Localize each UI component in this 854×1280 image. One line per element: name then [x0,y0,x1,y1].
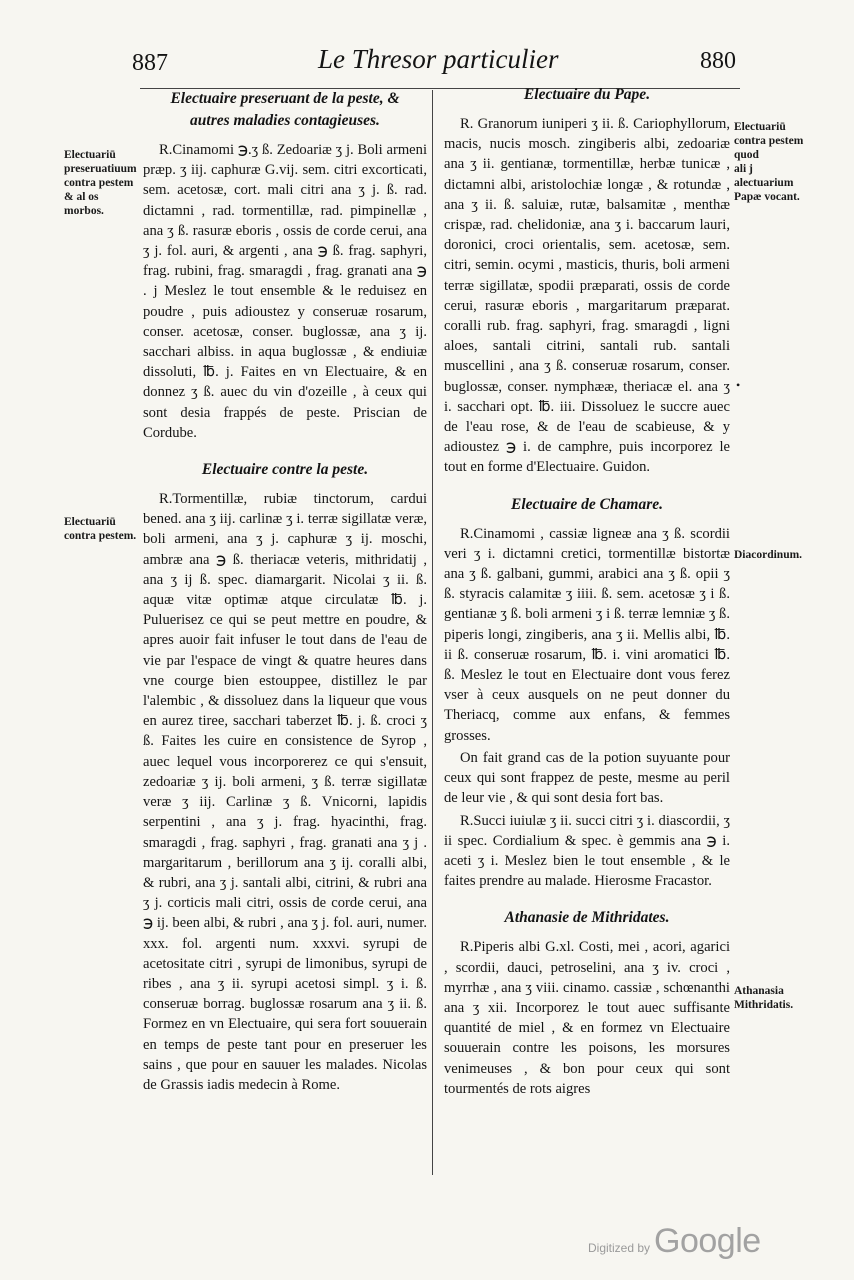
page-number-right: 880 [700,48,736,74]
running-title: Le Thresor particulier [318,44,559,74]
recipe-paragraph: R. Granorum iuniperi ʒ ii. ß. Cariophyllorum, macis, nucis mosch. zingiberis albi, zedoariæ ana ʒ ii. gentianæ, tormentillæ, herbæ tunicæ , dictamni albi, aristolochiæ longæ , & rotundæ , ana ʒ ii. ß. saluiæ, rutæ, balsamitæ , menthæ crispæ, rad. chelidoniæ, ana ʒ i. baccarum lauri, doronici, croci orientalis, sem. acetosæ, sem. citri, semin. ocymi , masticis, thuris, boli armeni terræ sigillatæ, spodii præparati, ossis de corde cerui, rasuræ eboris , margaritarum præparat. coralli rub. frag. saphyri, frag. smaragdi , ligni aloes, santali citrini, santali rub. santali muscellini , ana ʒ ß. conseruæ rosarum, conser. buglossæ, conser. nymphææ, theriacæ el. ana ʒ i. sacchari opt. ℔. iii. Dissoluez le succre auec de l'eau rose, & de l'eau de scabieuse, & y adioustez ℈ i. de camphre, puis incorporez le tout en forme d'Electuaire. Guidon. [444,116,730,476]
section-title-line: autres maladies contagieuses. [190,112,380,129]
section-title-pape [444,84,730,106]
google-logo-text: Google [654,1222,761,1260]
margin-note-left-1: Electuariū preseruatiuum contra pestem & al os morbos. [64,149,137,217]
recipe-paragraph: R.Cinamomi ℈.ʒ ß. Zedoariæ ʒ j. Boli armeni præp. ʒ iij. caphuræ G.vij. sem. citri excorticati, sem. acetosæ, cort. mali citri ana ʒ j. ß. rad. dictamni , rad. tormentillæ, rad. pimpinellæ , ana ʒ ß. rasuræ eboris , ossis de corde cerui, ana ʒ j. fol. auri, & argenti , ana ℈ ß. frag. saphyri, frag. rubini, frag. smaragdi , frag. granati ana ℈ . j Meslez le tout ensemble & le reduisez en poudre , puis adioustez y conseruæ rosarum, conser. acetosæ, conser. buglossæ, ana ʒ ij. sacchari albiss. in aqua buglossæ , & endiuiæ dissoluti, ℔. j. Faites en vn Electuaire, & en donnez ʒ ß. auec du vin d'ozeille , à ceux qui sont desia frappés de peste. Priscian de Cordube. [143,142,427,441]
right-column [444,84,730,1099]
section-title-chamare [444,494,730,516]
recipe-paragraph: On fait grand cas de la potion suyuante pour ceux qui sont frappez de peste, mesme au peril de leur vie , & qui sont desia fort bas. [444,749,730,807]
section-title-line: Electuaire du Pape. [523,86,651,103]
left-column [143,88,427,1095]
recipe-paragraph: R.Cinamomi , cassiæ ligneæ ana ʒ ß. scordii veri ʒ i. dictamni cretici, tormentillæ bistortæ ana ʒ ß. galbani, gummi, arabici ana ʒ ß. opii ʒ ß. styracis calamitæ ʒ iiii. ß. sem. acetosæ ʒ i ß. gentianæ ʒ ß. boli armeni ʒ i ß. terræ lemniæ ʒ ß. piperis longi, zingiberis, ana ʒ ii. Mellis albi, ℔. ii ß. conseruæ rosarum, ℔. i. vini aromatici ℔. ß. Meslez le tout en Electuaire dont vous ferez vser à ceux ausquels on ne peut donner du Theriacq, comme aux enfans, & femmes grosses. [444,525,730,744]
margin-mark-dot: • [736,378,741,392]
digitized-by-label: Digitized by [588,1241,651,1255]
margin-note-right-1: Electuariū contra pestem quod ali j alectuarium Papæ vocant. [734,121,804,203]
section-title-contre-peste [143,459,427,481]
recipe-paragraph: R.Piperis albi G.xl. Costi, mei , acori, agarici , scordii, dauci, petroselini, ana ʒ iv. croci , myrrhæ , ana ʒ viii. cinamo. cassiæ , schœnanthi ana ʒ xii. Incorporez le tout auec suffisante quantité de miel , & en formez vn Electuaire souuerain contre les poisons, les morsures venimeuses , & bon pour ceux qui sont tourmentés de rots aigres [444,939,730,1097]
page-number-left: 887 [132,50,168,76]
section-title-athanasie [444,907,730,929]
recipe-paragraph: R.Succi iuiulæ ʒ ii. succi citri ʒ i. diascordii, ʒ ii spec. Cordialium & spec. è gemmis ana ℈ i. aceti ʒ i. Meslez bien le tout ensemble , & le faites prendre au malade. Hierosme Fracastor. [444,812,730,890]
section-title-preseruant [143,88,427,132]
margin-note-left-2: Electuariū contra pestem. [64,516,137,542]
section-title-line: Electuaire contre la peste. [201,461,369,479]
margin-note-right-2: Diacordinum. [734,549,803,561]
google-watermark [588,1222,761,1261]
section-title-line: Athanasie de Mithridates. [504,909,670,927]
section-title-line: Electuaire preseruant de la peste, & [170,90,400,107]
margin-note-right-3: Athanasia Mithridatis. [734,985,794,1011]
recipe-paragraph: R.Tormentillæ, rubiæ tinctorum, cardui bened. ana ʒ iij. carlinæ ʒ i. terræ sigillatæ veræ, boli armeni, ana ʒ j. caphuræ ʒ ij. moschi, ambræ ana ℈ ß. theriacæ veteris, mithridatij , ana ʒ ij ß. spec. diamargarit. Nicolai ʒ ii. ß. aquæ vitæ optimæ atque circulatæ ℔. j. Puluerisez ce qui se peut mettre en poudre, & apres auoir fait infuser le tout dans de l'eau de vie par l'espace de vingt & quatre heures dans vne courge bien estouppee, distillez le par l'alembic , & dissoluez dans la liqueur que vous en aurez tiree, sacchari taberzet ℔. j. ß. croci ʒ ß. Faites les cuire en consistence de Syrop , auec lequel vous incorporerez ce qui s'ensuit, zedoariæ ʒ ij. boli armeni, ʒ ß. terræ sigillatæ veræ ʒ iij. Carlinæ ʒ ß. Vnicorni, lapidis serpentini , ana ʒ j. frag. hyacinthi, frag. smaragdi , frag. saphyri , frag. granati ana ʒ j . margaritarum , berillorum ana ʒ ij. coralli albi, & rubri, ana ʒ j. santali albi, citrini, & rubri ana ʒ j. corticis mali citri, ossis de corde cerui, ana ℈ ij. been albi, & rubri , ana ʒ j. fol. auri, numer. xxx. fol. argenti num. xxxvi. syrupi de acetositate citri , syrupi de limonibus, syrupi de ribes , ana ʒ ii. syrupi acetosi simpl. ʒ i. ß. conseruæ borrag. buglossæ rosarum ana ʒ ii. ß. Formez en vn Electuaire, qui sera fort souuerain en temps de peste tant pour en preseruer les sains , que pour en sauuer les malades. Nicolas de Grassis iadis medecin à Rome. [143,491,427,1093]
section-title-line: Electuaire de Chamare. [511,495,663,513]
column-divider [432,90,433,1175]
